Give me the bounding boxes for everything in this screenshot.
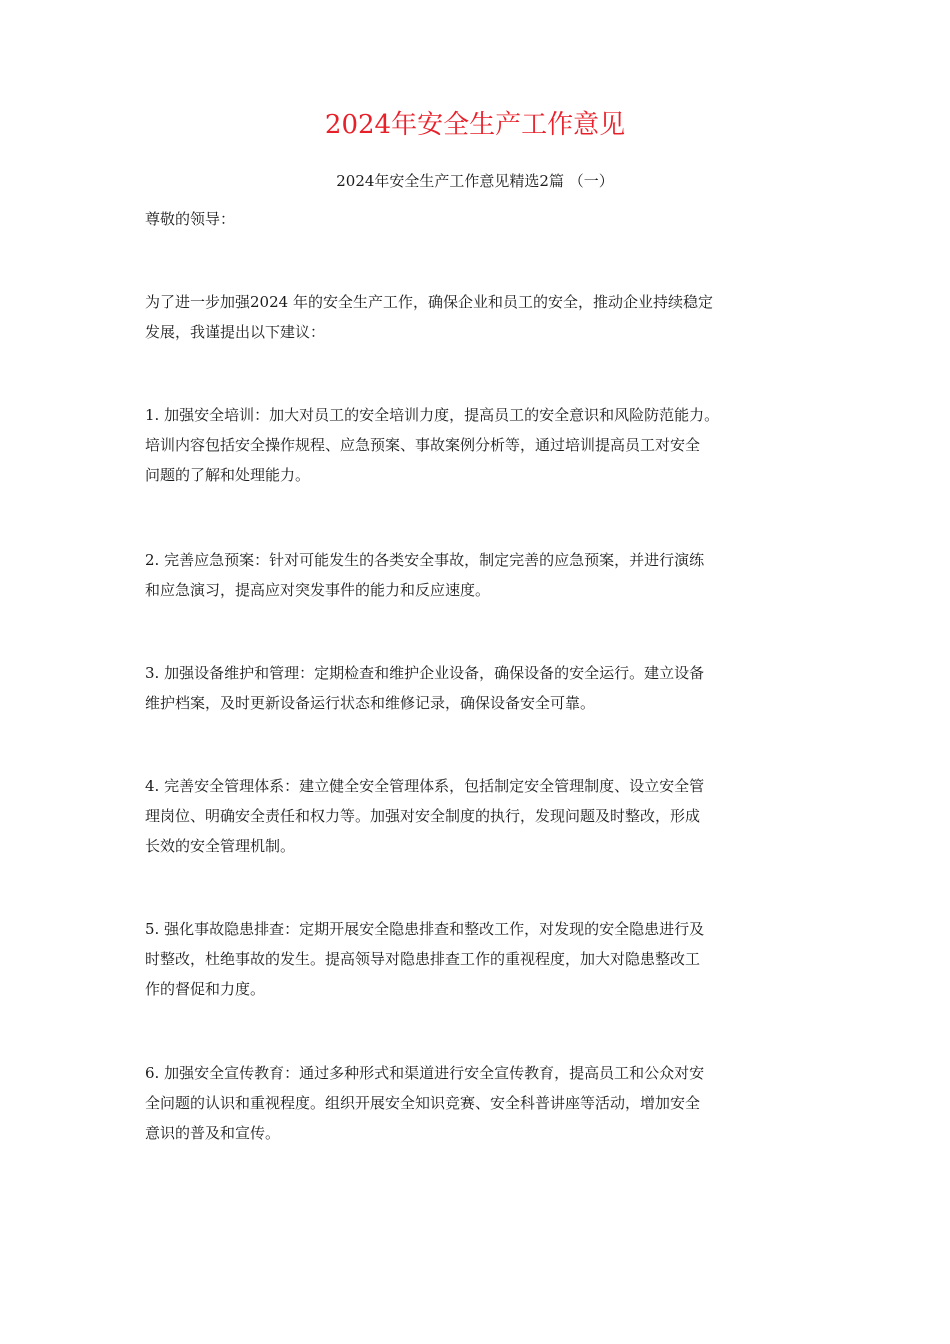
paragraph-line: 5. 强化事故隐患排查：定期开展安全隐患排查和整改工作，对发现的安全隐患进行及 [145, 920, 705, 938]
paragraph-item-2 [145, 545, 825, 605]
paragraph-item-5 [145, 914, 825, 1004]
paragraph-line: 维护档案，及时更新设备运行状态和维修记录，确保设备安全可靠。 [145, 694, 596, 712]
paragraph-line: 和应急演习，提高应对突发事件的能力和反应速度。 [145, 581, 491, 599]
paragraph-line: 4. 完善安全管理体系：建立健全安全管理体系，包括制定安全管理制度、设立安全管 [145, 777, 705, 795]
paragraph-line: 发展，我谨提出以下建议： [145, 323, 326, 341]
document-title: 2024年安全生产工作意见 [324, 110, 626, 140]
greeting [145, 204, 825, 234]
paragraph-item-4 [145, 771, 825, 861]
paragraph-line: 3. 加强设备维护和管理：定期检查和维护企业设备，确保设备的安全运行。建立设备 [145, 664, 705, 682]
paragraph-line: 意识的普及和宣传。 [145, 1124, 281, 1142]
paragraph-line: 2. 完善应急预案：针对可能发生的各类安全事故，制定完善的应急预案，并进行演练 [145, 551, 705, 569]
paragraph-line: 6. 加强安全宣传教育：通过多种形式和渠道进行安全宣传教育，提高员工和公众对安 [145, 1064, 705, 1082]
paragraph-line: 长效的安全管理机制。 [145, 837, 296, 855]
paragraph-line: 作的督促和力度。 [145, 980, 266, 998]
greeting-text: 尊敬的领导： [145, 210, 236, 228]
paragraph-line: 理岗位、明确安全责任和权力等。加强对安全制度的执行，发现问题及时整改，形成 [145, 807, 701, 825]
paragraph-item-1 [145, 400, 825, 490]
document-subtitle: 2024年安全生产工作意见精选2篇 （一） [336, 172, 614, 190]
paragraph-line: 1. 加强安全培训：加大对员工的安全培训力度，提高员工的安全意识和风险防范能力。 [145, 406, 720, 424]
paragraph-item-6 [145, 1058, 825, 1148]
paragraph-line: 为了进一步加强2024 年的安全生产工作，确保企业和员工的安全，推动企业持续稳定 [145, 293, 713, 311]
paragraph-line: 全问题的认识和重视程度。组织开展安全知识竞赛、安全科普讲座等活动，增加安全 [145, 1094, 701, 1112]
paragraph-line: 问题的了解和处理能力。 [145, 466, 311, 484]
paragraph-line: 培训内容包括安全操作规程、应急预案、事故案例分析等，通过培训提高员工对安全 [145, 436, 701, 454]
paragraph-intro [145, 287, 825, 347]
paragraph-line: 时整改，杜绝事故的发生。提高领导对隐患排查工作的重视程度，加大对隐患整改工 [145, 950, 701, 968]
paragraph-item-3 [145, 658, 825, 718]
